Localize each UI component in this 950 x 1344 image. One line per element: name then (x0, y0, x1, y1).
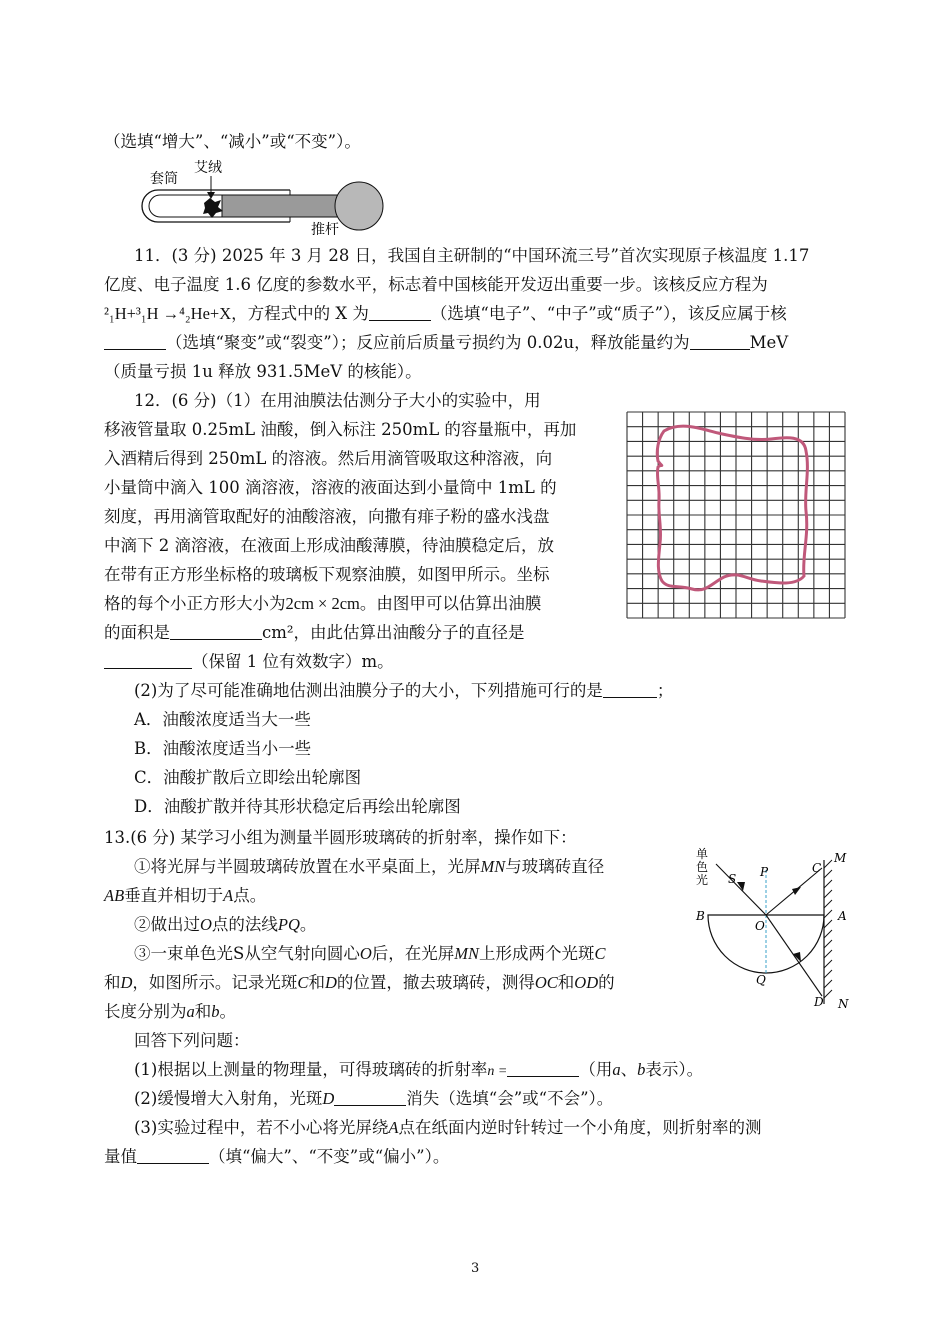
svg-text:S: S (728, 872, 737, 886)
glass-brick-figure (692, 846, 862, 1016)
q13-step2: ②做出过O点的法线PQ。 (134, 915, 317, 934)
q13-line1: 13.(6 分) 某学习小组为测量半圆形玻璃砖的折射率，操作如下： (104, 828, 577, 847)
q13-answer1: (1)根据以上测量的物理量，可得玻璃砖的折射率n = （用a、b表示）。 (134, 1060, 704, 1079)
option-d: D．油酸扩散并待其形状稳定后再绘出轮廓图 (134, 797, 461, 816)
svg-text:O: O (755, 919, 765, 933)
svg-text:D: D (814, 995, 824, 1009)
q12-part2: (2)为了尽可能准确地估测出油膜分子的大小，下列措施可行的是 ； (134, 681, 674, 700)
q12-line3: 入酒精后得到 250mL 的溶液。然后用滴管吸取这种溶液，向 (104, 449, 553, 468)
svg-text:P: P (760, 865, 769, 879)
blank-reaction-type (104, 333, 166, 350)
q11-line5: （质量亏损 1u 释放 931.5MeV 的核能）。 (104, 362, 422, 381)
q11-line3: ²₁H+³₁H →⁴₂He+X，方程式中的 X 为 （选填“电子”、“中子”或“质子”），该反应属于核 (104, 304, 787, 323)
q13-answer2: (2)缓慢增大入射角，光斑D 消失（选填“会”或“不会”）。 (134, 1089, 614, 1108)
blank-energy (690, 333, 750, 350)
q13-answer-header: 回答下列问题： (134, 1031, 250, 1050)
q11-line1: 11．(3 分) 2025 年 3 月 28 日，我国自主研制的“中国环流三号”首次实现原子核温度 1.17 (134, 246, 810, 265)
q11-line2: 亿度、电子温度 1.6 亿度的参数水平，标志着中国核能开发迈出重要一步。该核反应方程为 (104, 275, 768, 294)
label-light-2: 色 (696, 860, 709, 874)
svg-text:A: A (838, 909, 847, 923)
blank-area (170, 623, 262, 640)
svg-text:Q: Q (756, 973, 766, 987)
q12-line9: 的面积是 cm²，由此估算出油酸分子的直径是 (104, 623, 525, 642)
q13-step3: ③一束单色光S从空气射向圆心O后，在光屏MN上形成两个光斑C (134, 944, 606, 963)
q13-step1-cont: AB垂直并相切于A点。 (104, 886, 267, 905)
label-tui: 推杆 (311, 222, 339, 235)
option-c: C．油酸扩散后立即绘出轮廓图 (134, 768, 362, 787)
label-light-3: 光 (696, 873, 709, 887)
q11-line4: （选填“聚变”或“裂变”）；反应前后质量亏损约为 0.02u，释放能量约为 MeV (104, 332, 788, 354)
svg-text:N: N (838, 997, 849, 1011)
q12-line1: 12．(6 分)（1）在用油膜法估测分子大小的实验中，用 (134, 391, 541, 410)
label-ai: 艾绒 (194, 160, 222, 176)
svg-text:B: B (696, 909, 705, 923)
q12-line7: 在带有正方形坐标格的玻璃板下观察油膜，如图甲所示。坐标 (104, 565, 550, 584)
label-light-1: 单 (696, 847, 709, 861)
q12-line5: 刻度，再用滴管取配好的油酸溶液，向撒有痱子粉的盛水浅盘 (104, 507, 550, 526)
svg-text:M: M (834, 851, 847, 865)
q13-step1: ①将光屏与半圆玻璃砖放置在水平桌面上，光屏MN与玻璃砖直径 (134, 857, 605, 876)
q12-line2: 移液管量取 0.25mL 油酸，倒入标注 250mL 的容量瓶中，再加 (104, 420, 577, 439)
blank-refractive-index (507, 1060, 579, 1077)
q10-tail: （选填“增大”、“减小”或“不变”）。 (104, 132, 361, 151)
q12-line4: 小量筒中滴入 100 滴溶液，溶液的液面达到小量筒中 1mL 的 (104, 478, 557, 497)
q13-step3-end: 长度分别为a和b。 (104, 1002, 236, 1021)
q12-line6: 中滴下 2 滴溶液，在液面上形成油酸薄膜，待油膜稳定后，放 (104, 536, 554, 555)
page-number: 3 (471, 1261, 480, 1276)
q13-step3-cont: 和D，如图所示。记录光斑C和D的位置，撤去玻璃砖，测得OC和OD的 (104, 973, 615, 992)
oil-film-outline (657, 426, 807, 590)
q13-answer3-cont: 量值 （填“偏大”、“不变”或“偏小”）。 (104, 1147, 450, 1166)
option-b: B．油酸浓度适当小一些 (134, 739, 312, 758)
blank-diameter (104, 652, 192, 669)
svg-text:C: C (812, 861, 822, 875)
blank-x (369, 304, 431, 321)
blank-measured-value (137, 1147, 209, 1164)
moxa-tube-figure (130, 150, 400, 235)
q12-line10: （保留 1 位有效数字）m。 (104, 651, 394, 673)
q12-line8: 格的每个小正方形大小为2cm × 2cm。由图甲可以估算出油膜 (104, 594, 542, 613)
blank-measure (603, 681, 657, 698)
nuclear-equation: ²₁H+³₁H →⁴₂He+X (104, 304, 232, 323)
blank-disappear (334, 1089, 406, 1106)
option-a: A．油酸浓度适当大一些 (134, 710, 311, 729)
oil-film-grid-figure (626, 411, 846, 619)
q13-answer3: (3)实验过程中，若不小心将光屏绕A点在纸面内逆时针转过一个小角度，则折射率的测 (134, 1118, 762, 1137)
label-tao: 套筒 (150, 171, 178, 187)
